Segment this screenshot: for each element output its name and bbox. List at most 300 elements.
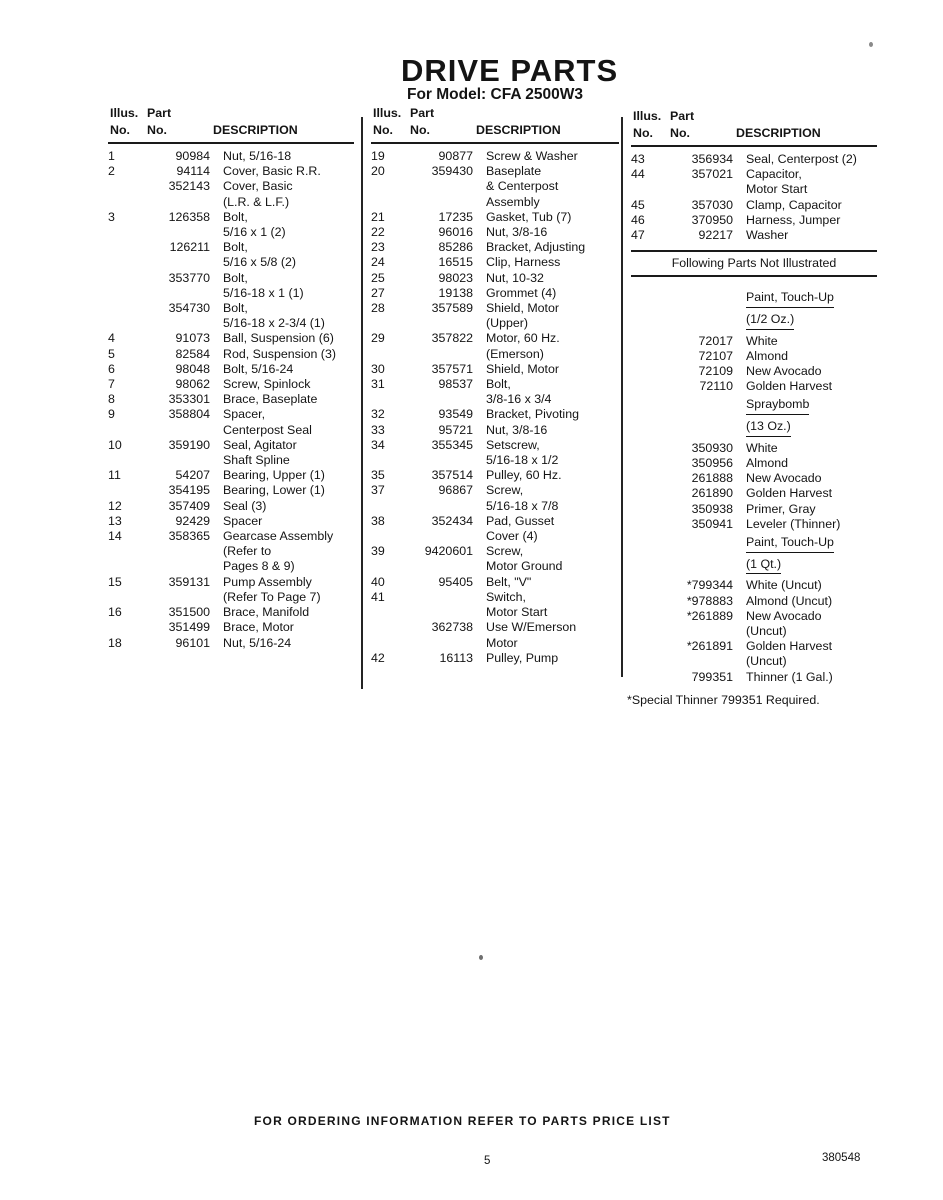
part-no: 72109 <box>698 364 733 379</box>
part-row <box>631 609 877 639</box>
part-no: 357571 <box>431 361 473 376</box>
part-no: 98537 <box>438 377 473 392</box>
part-no: 17235 <box>438 209 473 224</box>
part-description: Shield, Motor (Upper) <box>486 301 560 331</box>
header-part-label: Part <box>410 106 435 120</box>
illus-no: 1 <box>108 149 115 163</box>
parts-column-3 <box>627 109 877 707</box>
part-description: Rod, Suspension (3) <box>223 346 336 361</box>
part-row <box>371 271 619 286</box>
part-no: 362738 <box>431 620 473 635</box>
part-description: Pad, Gusset Cover (4) <box>486 513 555 544</box>
section-heading: Paint, Touch-Up (1/2 Oz.) <box>631 290 877 329</box>
illus-no: 18 <box>108 635 122 650</box>
part-row <box>631 517 877 532</box>
part-row <box>631 670 877 685</box>
parts-rows <box>108 144 354 651</box>
illus-no <box>631 517 657 532</box>
part-no: 355345 <box>431 437 473 452</box>
part-description: Brace, Manifold <box>223 605 310 620</box>
part-no: 93549 <box>438 407 473 422</box>
illus-no: 39 <box>371 544 385 559</box>
part-description: Brace, Baseplate <box>223 392 318 407</box>
header-no-label: No. <box>110 123 130 137</box>
part-row <box>631 486 877 501</box>
header-no-label: No. <box>410 123 430 137</box>
illus-no: 42 <box>371 650 385 665</box>
part-row <box>108 483 354 498</box>
illus-no <box>108 301 134 331</box>
part-row <box>108 240 354 270</box>
part-row <box>371 423 619 438</box>
part-description: Bracket, Adjusting <box>486 240 586 255</box>
illus-no: 25 <box>371 270 385 285</box>
illus-no <box>108 620 134 635</box>
part-description: Leveler (Thinner) <box>746 516 841 531</box>
part-no: 98062 <box>175 377 210 392</box>
part-description: Shield, Motor <box>486 361 560 376</box>
part-no: *978883 <box>686 593 733 608</box>
header-no-label: No. <box>633 126 653 140</box>
illus-no: 16 <box>108 605 122 620</box>
part-row <box>371 544 619 574</box>
part-no: 85286 <box>438 240 473 255</box>
illus-no: 5 <box>108 346 115 361</box>
part-row <box>371 362 619 377</box>
illus-no: 15 <box>108 574 122 589</box>
illus-no: 22 <box>371 225 385 240</box>
illus-no: 27 <box>371 285 385 300</box>
part-row <box>371 575 619 590</box>
illus-no: 28 <box>371 301 385 316</box>
illus-no: 13 <box>108 513 122 528</box>
part-description: Thinner (1 Gal.) <box>746 669 833 684</box>
part-description: Belt, "V" <box>486 574 532 589</box>
part-row <box>108 210 354 240</box>
part-description: Spacer <box>223 513 263 528</box>
parts-column-1 <box>108 106 354 651</box>
part-no: 370950 <box>691 212 733 227</box>
part-description: Almond (Uncut) <box>746 593 833 608</box>
part-row <box>631 578 877 593</box>
part-row <box>371 483 619 513</box>
illus-no: 45 <box>631 197 645 212</box>
part-row <box>371 620 619 650</box>
part-no: 353301 <box>168 392 210 407</box>
part-no: 350938 <box>691 501 733 516</box>
part-no: *799344 <box>686 578 733 593</box>
part-description: Golden Harvest (Uncut) <box>746 639 833 669</box>
part-row <box>371 225 619 240</box>
part-description: Cover, Basic (L.R. & L.F.) <box>223 179 293 209</box>
part-row <box>108 605 354 620</box>
part-description: Ball, Suspension (6) <box>223 331 334 346</box>
part-no: 96101 <box>175 635 210 650</box>
part-description: Bolt, 5/16-18 x 2-3/4 (1) <box>223 301 325 331</box>
part-description: Gasket, Tub (7) <box>486 209 572 224</box>
header-illus-label: Illus. <box>373 106 402 120</box>
part-no: 72107 <box>698 348 733 363</box>
part-row <box>108 362 354 377</box>
part-no: 90984 <box>175 149 210 163</box>
part-description: New Avocado <box>746 364 822 379</box>
header-illus-label: Illus. <box>633 109 662 123</box>
illus-no: 12 <box>108 498 122 513</box>
part-description: Pump Assembly (Refer To Page 7) <box>223 574 321 604</box>
part-description: Seal, Agitator Shaft Spline <box>223 437 297 468</box>
part-no: 82584 <box>175 346 210 361</box>
thinner-footnote: *Special Thinner 799351 Required. <box>627 692 820 707</box>
part-no: 358365 <box>168 529 210 544</box>
part-no: 351499 <box>168 620 210 635</box>
part-description: Nut, 5/16-18 <box>223 149 292 163</box>
part-description: Bolt, 3/8-16 x 3/4 <box>486 377 552 407</box>
part-description: Seal (3) <box>223 498 267 513</box>
illus-no <box>631 349 657 364</box>
part-row <box>631 152 877 167</box>
illus-no <box>631 609 657 639</box>
part-description: Nut, 5/16-24 <box>223 635 292 650</box>
part-no: 357030 <box>691 197 733 212</box>
illus-no: 32 <box>371 407 385 422</box>
part-row <box>108 271 354 301</box>
part-no: 261890 <box>691 486 733 501</box>
part-no: 799351 <box>691 669 733 684</box>
illus-no: 20 <box>371 164 385 179</box>
part-description: Bearing, Lower (1) <box>223 483 325 498</box>
part-no: 356934 <box>691 152 733 166</box>
part-description: Bearing, Upper (1) <box>223 468 325 483</box>
part-row <box>108 331 354 346</box>
part-no: 357514 <box>431 468 473 483</box>
part-row <box>108 164 354 179</box>
part-row <box>371 210 619 225</box>
illus-no <box>371 620 397 650</box>
part-no: 95721 <box>438 422 473 437</box>
part-row <box>371 301 619 331</box>
part-no: 94114 <box>176 164 210 179</box>
part-row <box>108 575 354 605</box>
parts-rows <box>631 147 877 243</box>
part-row <box>371 590 619 620</box>
part-no: *261891 <box>686 639 733 654</box>
column-divider <box>621 117 623 677</box>
part-description: White (Uncut) <box>746 578 822 593</box>
parts-column-2 <box>371 106 619 666</box>
illus-no <box>631 471 657 486</box>
part-row <box>631 198 877 213</box>
illus-no: 46 <box>631 212 645 227</box>
not-illustrated-banner: Following Parts Not Illustrated <box>631 250 877 277</box>
column-header <box>631 109 877 147</box>
part-description: New Avocado (Uncut) <box>746 608 822 639</box>
illus-no: 38 <box>371 513 385 528</box>
part-description: Bolt, 5/16-24 <box>223 361 294 376</box>
illus-no <box>631 364 657 379</box>
illus-no: 43 <box>631 152 645 166</box>
part-row <box>631 456 877 471</box>
illus-no <box>631 670 657 685</box>
part-row <box>631 167 877 197</box>
part-description: Clip, Harness <box>486 255 561 270</box>
part-row <box>631 228 877 243</box>
scan-artifact <box>869 42 873 47</box>
part-row <box>108 179 354 209</box>
page-title: DRIVE PARTS <box>401 53 619 88</box>
part-row <box>631 334 877 349</box>
part-no: 16113 <box>439 650 473 665</box>
illus-no: 34 <box>371 437 385 452</box>
part-description: Nut, 3/8-16 <box>486 225 548 240</box>
part-no: 54207 <box>175 468 210 483</box>
part-row <box>371 407 619 422</box>
part-description: Gearcase Assembly (Refer to Pages 8 & 9) <box>223 529 334 574</box>
part-description: Harness, Jumper <box>746 212 841 227</box>
illus-no: 40 <box>371 574 385 589</box>
ordering-info-line: FOR ORDERING INFORMATION REFER TO PARTS PRICE LIST <box>254 1114 671 1128</box>
part-row <box>108 529 354 575</box>
part-no: 16515 <box>438 255 473 270</box>
illus-no: 44 <box>631 167 645 182</box>
illus-no <box>108 179 134 209</box>
part-description: Screw & Washer <box>486 149 578 163</box>
part-row <box>371 377 619 407</box>
part-description: Primer, Gray <box>746 501 816 516</box>
part-no: 357589 <box>431 301 473 316</box>
part-description: Screw, 5/16-18 x 7/8 <box>486 483 559 513</box>
part-no: 358804 <box>168 407 210 422</box>
part-row <box>108 149 354 164</box>
part-row <box>108 407 354 437</box>
illus-no: 41 <box>371 589 385 604</box>
illus-no: 23 <box>371 240 385 255</box>
not-illustrated-section <box>631 290 877 685</box>
part-row <box>108 620 354 635</box>
part-no: 352434 <box>431 513 473 528</box>
part-description: Screw, Motor Ground <box>486 544 563 574</box>
part-row <box>108 392 354 407</box>
part-no: 351500 <box>168 605 210 620</box>
part-no: 72017 <box>698 333 733 348</box>
part-description: Switch, Motor Start <box>486 589 548 620</box>
model-subtitle: For Model: CFA 2500W3 <box>407 86 583 103</box>
part-no: 350956 <box>691 456 733 471</box>
illus-no: 33 <box>371 422 385 437</box>
illus-no: 21 <box>371 209 385 224</box>
part-no: 357409 <box>168 498 210 513</box>
parts-rows <box>371 144 619 666</box>
part-no: 357822 <box>431 331 473 346</box>
illus-no <box>631 639 657 669</box>
illus-no <box>631 379 657 394</box>
part-description: Bolt, 5/16 x 1 (2) <box>223 209 286 240</box>
part-row <box>631 349 877 364</box>
illus-no: 10 <box>108 437 122 452</box>
part-no: 98048 <box>175 361 210 376</box>
part-no: 91073 <box>175 331 210 346</box>
illus-no: 3 <box>108 209 115 224</box>
part-no: 96867 <box>438 483 473 498</box>
part-row <box>371 438 619 468</box>
part-no: 72110 <box>699 379 733 394</box>
part-no: 352143 <box>168 179 210 194</box>
part-description: Cover, Basic R.R. <box>223 164 321 179</box>
illus-no <box>108 271 134 301</box>
header-description-label: DESCRIPTION <box>736 126 821 140</box>
illus-no: 11 <box>108 468 121 483</box>
part-description: Grommet (4) <box>486 285 557 300</box>
part-no: 9420601 <box>424 544 473 559</box>
document-number: 380548 <box>822 1152 861 1164</box>
column-header <box>108 106 354 144</box>
header-part-label: Part <box>670 109 695 123</box>
part-no: 357021 <box>691 167 733 182</box>
illus-no <box>631 486 657 501</box>
part-row <box>631 594 877 609</box>
column-header <box>371 106 619 144</box>
illus-no: 8 <box>108 392 115 407</box>
part-row <box>108 301 354 331</box>
part-description: Seal, Centerpost (2) <box>746 152 857 166</box>
part-no: 96016 <box>438 225 473 240</box>
section-heading: Paint, Touch-Up (1 Qt.) <box>631 535 877 574</box>
part-no: 95405 <box>438 574 473 589</box>
part-row <box>631 471 877 486</box>
part-row <box>108 377 354 392</box>
part-description: White <box>746 333 778 348</box>
part-description: White <box>746 440 778 455</box>
part-description: Motor, 60 Hz. (Emerson) <box>486 331 560 361</box>
part-row <box>371 255 619 270</box>
part-row <box>371 286 619 301</box>
illus-no <box>108 483 134 498</box>
part-no: 92217 <box>698 228 733 243</box>
part-no: 350930 <box>691 440 733 455</box>
part-row <box>631 639 877 669</box>
part-row <box>108 499 354 514</box>
illus-no: 29 <box>371 331 385 346</box>
part-no: 98023 <box>438 270 473 285</box>
part-row <box>631 213 877 228</box>
illus-no: 7 <box>108 377 115 392</box>
part-description: Screw, Spinlock <box>223 377 311 392</box>
page-number: 5 <box>484 1155 491 1167</box>
part-description: Baseplate & Centerpost Assembly <box>486 164 559 209</box>
illus-no: 37 <box>371 483 385 498</box>
illus-no: 2 <box>108 164 115 179</box>
part-description: Almond <box>746 456 789 471</box>
header-part-label: Part <box>147 106 172 120</box>
part-no <box>397 590 473 620</box>
part-description: Almond <box>746 348 789 363</box>
part-no: 126358 <box>168 209 210 224</box>
part-row <box>631 379 877 394</box>
part-row <box>371 331 619 361</box>
part-no: 353770 <box>168 270 210 285</box>
header-description-label: DESCRIPTION <box>476 123 561 137</box>
header-no-label: No. <box>147 123 167 137</box>
part-no: 359131 <box>168 574 210 589</box>
part-description: Nut, 10-32 <box>486 270 544 285</box>
part-description: Brace, Motor <box>223 620 294 635</box>
header-description-label: DESCRIPTION <box>213 123 298 137</box>
part-row <box>108 468 354 483</box>
illus-no <box>108 240 134 270</box>
part-description: Clamp, Capacitor <box>746 197 842 212</box>
illus-no <box>631 594 657 609</box>
part-row <box>371 514 619 544</box>
illus-no: 35 <box>371 468 385 483</box>
part-row <box>108 347 354 362</box>
section-heading: Spraybomb (13 Oz.) <box>631 397 877 436</box>
part-no: 359430 <box>431 164 473 179</box>
illus-no: 47 <box>631 228 645 243</box>
illus-no: 31 <box>371 377 385 392</box>
part-no: 354730 <box>168 301 210 316</box>
illus-no <box>631 502 657 517</box>
part-row <box>371 164 619 210</box>
part-no: 359190 <box>168 437 210 452</box>
illus-no: 9 <box>108 407 115 422</box>
part-row <box>371 468 619 483</box>
part-no: 19138 <box>438 285 473 300</box>
part-row <box>631 364 877 379</box>
illus-no: 19 <box>371 149 385 163</box>
header-no-label: No. <box>670 126 690 140</box>
part-row <box>108 438 354 468</box>
part-description: Golden Harvest <box>746 486 833 501</box>
header-no-label: No. <box>373 123 393 137</box>
illus-no: 4 <box>108 331 115 346</box>
part-row <box>371 651 619 666</box>
illus-no: 14 <box>108 529 122 544</box>
part-description: Bolt, 5/16 x 5/8 (2) <box>223 240 297 270</box>
part-no: *261889 <box>686 608 733 623</box>
header-illus-label: Illus. <box>110 106 139 120</box>
part-no: 354195 <box>168 483 210 498</box>
part-no: 350941 <box>691 516 733 531</box>
part-row <box>108 636 354 651</box>
part-row <box>631 502 877 517</box>
part-no: 92429 <box>175 513 210 528</box>
scan-artifact <box>479 955 483 960</box>
column-divider <box>361 117 363 689</box>
illus-no: 6 <box>108 361 115 376</box>
part-description: Pulley, 60 Hz. <box>486 468 562 483</box>
part-no: 261888 <box>691 471 733 486</box>
part-description: Bracket, Pivoting <box>486 407 579 422</box>
illus-no <box>631 334 657 349</box>
part-description: New Avocado <box>746 471 822 486</box>
illus-no <box>631 456 657 471</box>
illus-no: 30 <box>371 361 385 376</box>
part-description: Pulley, Pump <box>486 650 559 665</box>
illus-no <box>631 441 657 456</box>
part-row <box>371 149 619 164</box>
part-description: Capacitor, Motor Start <box>746 167 808 197</box>
part-description: Spacer, Centerpost Seal <box>223 407 312 437</box>
part-no: 126211 <box>169 240 210 255</box>
part-row <box>631 441 877 456</box>
part-row <box>371 240 619 255</box>
part-description: Golden Harvest <box>746 379 833 394</box>
part-description: Washer <box>746 228 789 243</box>
part-description: Use W/Emerson Motor <box>486 620 577 650</box>
part-description: Setscrew, 5/16-18 x 1/2 <box>486 437 559 468</box>
illus-no: 24 <box>371 255 385 270</box>
part-description: Nut, 3/8-16 <box>486 422 548 437</box>
part-row <box>108 514 354 529</box>
